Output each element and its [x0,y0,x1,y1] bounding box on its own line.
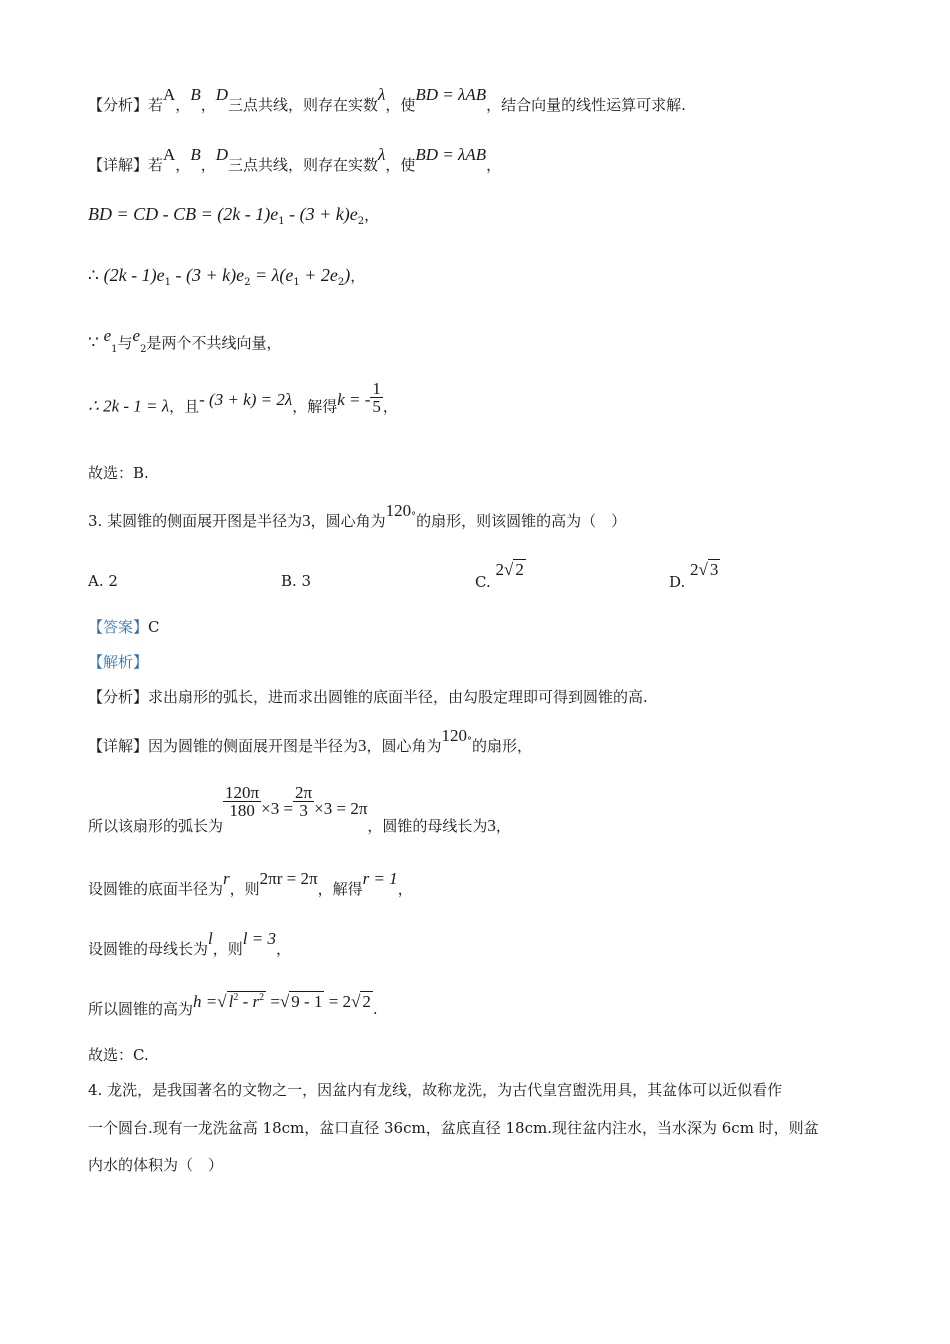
subscript: 1 [111,344,118,355]
text: ，则 [229,880,260,898]
detail-line [88,145,502,174]
option-label: C. [475,573,491,591]
lambda: λ [378,145,386,164]
equation-lambda: ∴ 2k - 1 = λ [88,396,170,416]
text: ，且 [169,397,200,416]
superscript: 2 [233,992,239,1003]
angle: 120 [441,726,468,745]
coefficient: 2 [690,560,699,579]
text: ，结合向量的线性运算可求解. [486,96,686,114]
question-3 [88,501,627,530]
equation-part: = λ(e [250,265,294,285]
choice-b-line: 故选：B. [88,464,149,482]
arc-length-line [88,783,511,835]
equation-part: ) [344,265,351,285]
var-l: l [228,992,234,1011]
subscript: 1 [164,277,171,288]
equation-part: ×3 = [261,798,294,818]
comma: ， [382,397,398,416]
option-b[interactable]: B. 3 [281,572,312,590]
text: 【详解】因为圆锥的侧面展开图是半径为 [88,737,359,755]
answer-value: C [148,618,160,636]
bd-equation-line [88,204,380,227]
option-label: D. [669,573,686,591]
radicand: 9 - 1 [291,992,323,1011]
therefore-symbol: ∴ [88,266,99,286]
numerator: 120π [225,783,260,802]
text: ，则 [212,940,243,958]
angle: 120 [385,501,412,520]
text: 三点共线，则存在实数 [228,96,379,114]
comma: ， [495,816,511,835]
text: 三点共线，则存在实数 [228,156,379,174]
solve-k-line [88,379,398,425]
point-d: D [215,85,228,104]
equation-part: - (3 + k)e [284,204,358,224]
coefficient: 2 [495,560,504,579]
comma: ， [364,206,380,224]
radicand: 2 [515,560,524,579]
radicand: 2 [362,992,371,1011]
fraction [370,380,383,415]
equation-part: h = [193,992,218,1011]
option-d[interactable] [669,560,720,591]
radius-line [88,869,413,898]
analysis-q3: 【分析】求出扇形的弧长，进而求出圆锥的底面半径，由勾股定理即可得到圆锥的高. [88,688,648,706]
radicand: 3 [709,560,719,579]
equation-part: + 2e [299,265,338,285]
superscript: 2 [259,992,265,1003]
lambda: λ [378,85,386,104]
text: 所以该扇形的弧长为 [88,816,224,835]
subscript: 1 [278,216,285,227]
denominator: 3 [299,801,308,820]
vector-e2: e [132,326,141,345]
question-4-line-3: 内水的体积为（ ） [88,1156,224,1174]
sqrt: √ 2 [504,560,524,579]
text: ，使 [385,156,416,174]
var-r: - r [238,992,260,1011]
height-line [88,992,378,1018]
sqrt: √ $l^2 - r^2$ [217,992,265,1011]
text: 的扇形， [472,737,533,755]
equation-part: 2πr = 2π [259,869,318,888]
answer-line [88,620,160,635]
numerator: 2π [295,783,313,802]
because-line [88,326,282,355]
subscript: 2 [357,216,365,227]
fraction [293,784,314,819]
comma: ， [350,267,366,285]
text: ，圆心角为 [310,512,386,530]
equation-part: - (3 + k)e [170,265,245,285]
slant-line [88,929,291,958]
point-a: A [163,145,176,164]
text: ，圆心角为 [366,737,442,755]
choice-c-line: 故选：C. [88,1046,149,1064]
question-4-line-2: 一个圆台.现有一龙洗盆高 18cm，盆口直径 36cm，盆底直径 18cm.现往盆内注水，当水深为 6cm 时，则盆 [88,1119,819,1137]
subscript: 2 [140,344,147,355]
radius: 3 [358,736,367,755]
numerator: 1 [372,379,381,398]
result-r: r = 1 [362,869,398,888]
equation-part: = [266,992,280,1011]
equation-part: = 2 [324,992,352,1011]
vector-equation: BD = λAB [415,145,487,164]
degree: ° [411,511,417,522]
var-l: l [208,929,213,948]
vector-equation: BD = λAB [415,85,487,104]
text: 与 [117,334,133,352]
text: 3. 某圆锥的侧面展开图是半径为 [88,512,303,530]
text: 设圆锥的底面半径为 [88,880,224,898]
analysis-line [88,85,686,114]
subscript: 2 [244,277,251,288]
comma: ， [200,156,216,174]
answer-tag: 【答案】 [88,618,149,636]
k-value: k = - [337,389,371,409]
radicand [227,991,267,1011]
comma: ， [175,96,191,114]
text: 是两个不共线向量， [146,334,282,352]
equation-part: (2k - 1)e [103,265,165,285]
comma: ， [200,96,216,114]
denominator: 5 [372,397,381,416]
comma: ， [275,940,291,958]
period: . [372,1000,378,1018]
slant-height: 3 [487,815,496,835]
point-d: D [215,145,228,164]
vector-e1: e [103,326,112,345]
comma: ， [397,880,413,898]
detail-q3 [88,726,533,755]
denominator: 180 [229,801,255,820]
option-c[interactable] [475,560,526,591]
equation-part: ×3 = 2π [314,798,368,818]
text: 所以圆锥的高为 [88,1000,194,1018]
subscript: 1 [293,277,300,288]
comma: ， [175,156,191,174]
equation-part: l = 3 [242,929,276,948]
text: ，解得 [292,397,338,416]
sqrt: √ 3 [698,560,719,579]
equation-lambda-2: - (3 + k) = 2λ [199,389,293,409]
radius: 3 [302,511,311,530]
point-b: B [190,85,201,104]
detail-tag: 【详解】若 [88,156,164,174]
sqrt: √ 9 - 1 [279,992,323,1011]
subscript: 2 [337,277,345,288]
jiexi-tag: 【解析】 [88,653,149,671]
fraction [223,784,261,819]
bd-equation: BD = CD - CB = (2k - 1)e [88,204,279,224]
text: 设圆锥的母线长为 [88,940,209,958]
because-symbol: ∵ [88,333,99,353]
text: 的扇形，则该圆锥的高为（ ） [416,512,627,530]
var-r: r [223,869,230,888]
analysis-tag: 【分析】若 [88,96,164,114]
point-a: A [163,85,176,104]
therefore-equation-line [88,265,366,288]
text: ， [486,156,502,174]
sqrt: √ 2 [351,992,371,1011]
text: ，使 [385,96,416,114]
degree: ° [467,736,473,747]
option-a[interactable]: A. 2 [88,572,118,590]
text: ，解得 [317,880,363,898]
point-b: B [190,145,201,164]
text: ，圆锥的母线长为 [367,816,488,835]
question-4-line-1: 4. 龙洗，是我国著名的文物之一，因盆内有龙线，故称龙洗，为古代皇宫盥洗用具，其盆体可以近似看作 [88,1081,783,1099]
